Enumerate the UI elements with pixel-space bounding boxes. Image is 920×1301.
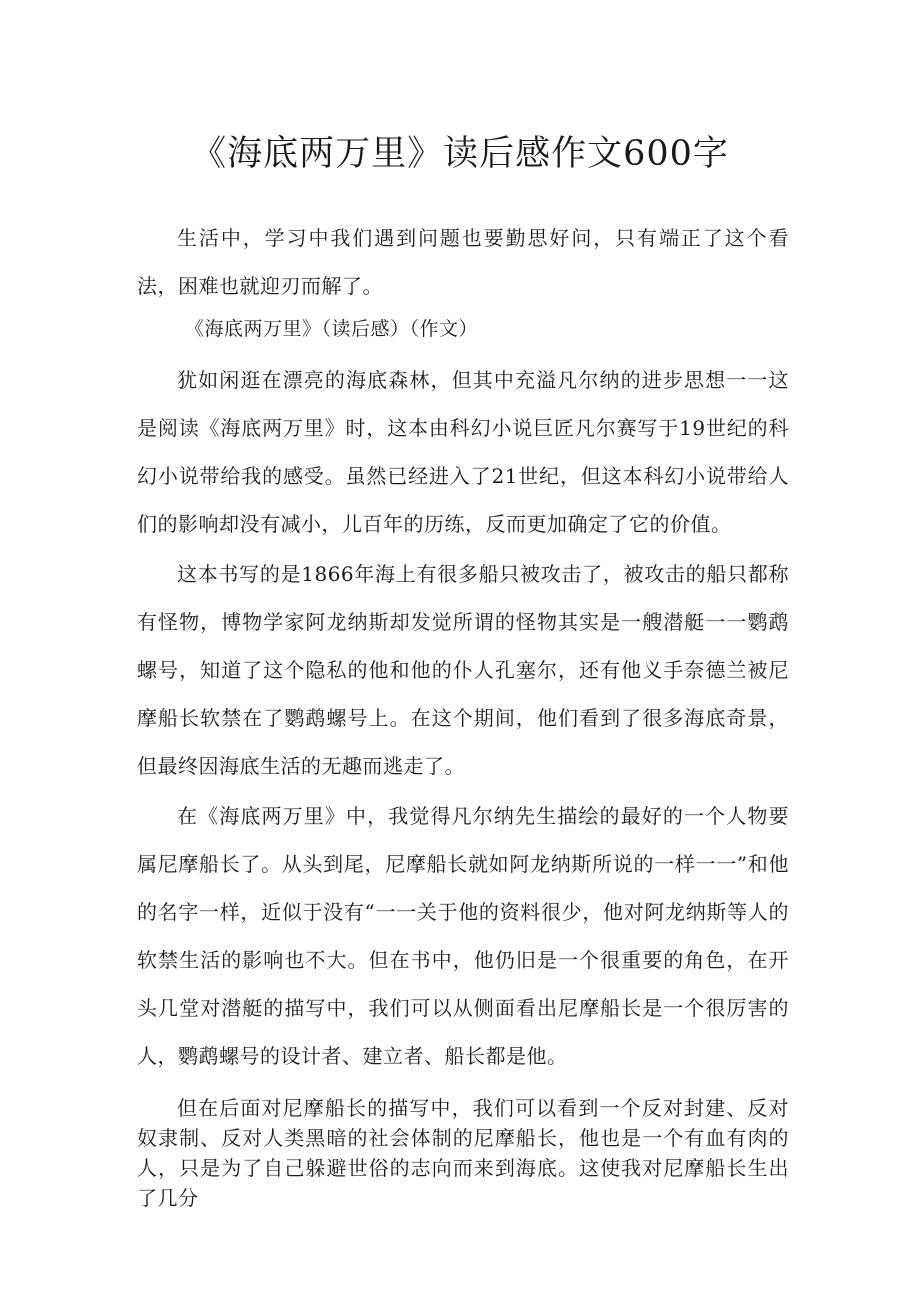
document-title: 《海底两万里》读后感作文600字	[191, 134, 729, 174]
paragraph-3: 这本书写的是1866年海上有很多船只被攻击了，被攻击的船只都称有怪物，博物学家阿龙纳斯却发觉所谓的怪物其实是一艘潜艇一一鹦鹉螺号，知道了这个隐私的他和他的仆人孔塞尔，还有他义手奈德兰被尼摩船长软禁在了鹦鹉螺号上。在这个期间，他们看到了很多海底奇景，但最终因海底生活的无趣而逃走了。	[137, 562, 789, 778]
paragraph-4: 在《海底两万里》中，我觉得凡尔纳先生描绘的最好的一个人物要属尼摩船长了。从头到尾，尼摩船长就如阿龙纳斯所说的一样一一”和他的名字一样，近似于没有“一一关于他的资料很少，他对阿龙纳斯等人的软禁生活的影响也不大。但在书中，他仍旧是一个很重要的角色，在开头几堂对潜艇的描写中，我们可以从侧面看出尼摩船长是一个很厉害的人，鹦鹉螺号的设计者、建立者、船长都是他。	[137, 804, 789, 1068]
subheading: 《海底两万里》（读后感）（作文）	[185, 318, 479, 340]
paragraph-1: 生活中，学习中我们遇到问题也要勤思好问，只有端正了这个看法，困难也就迎刃而解了。	[137, 226, 789, 298]
paragraph-2: 犹如闲逛在漂亮的海底森林，但其中充溢凡尔纳的进步思想一一这是阅读《海底两万里》时，这本由科幻小说巨匠凡尔赛写于19世纪的科幻小说带给我的感受。虽然已经进入了21世纪，但这本科幻小说带给人们的影响却没有减小，儿百年的历练，反而更加确定了它的价值。	[137, 368, 789, 536]
paragraph-5: 但在后面对尼摩船长的描写中，我们可以看到一个反对封建、反对奴隶制、反对人类黑暗的社会体制的尼摩船长，他也是一个有血有肉的人，只是为了自己躲避世俗的志向而来到海底。这使我对尼摩船长生出了几分	[137, 1096, 789, 1210]
